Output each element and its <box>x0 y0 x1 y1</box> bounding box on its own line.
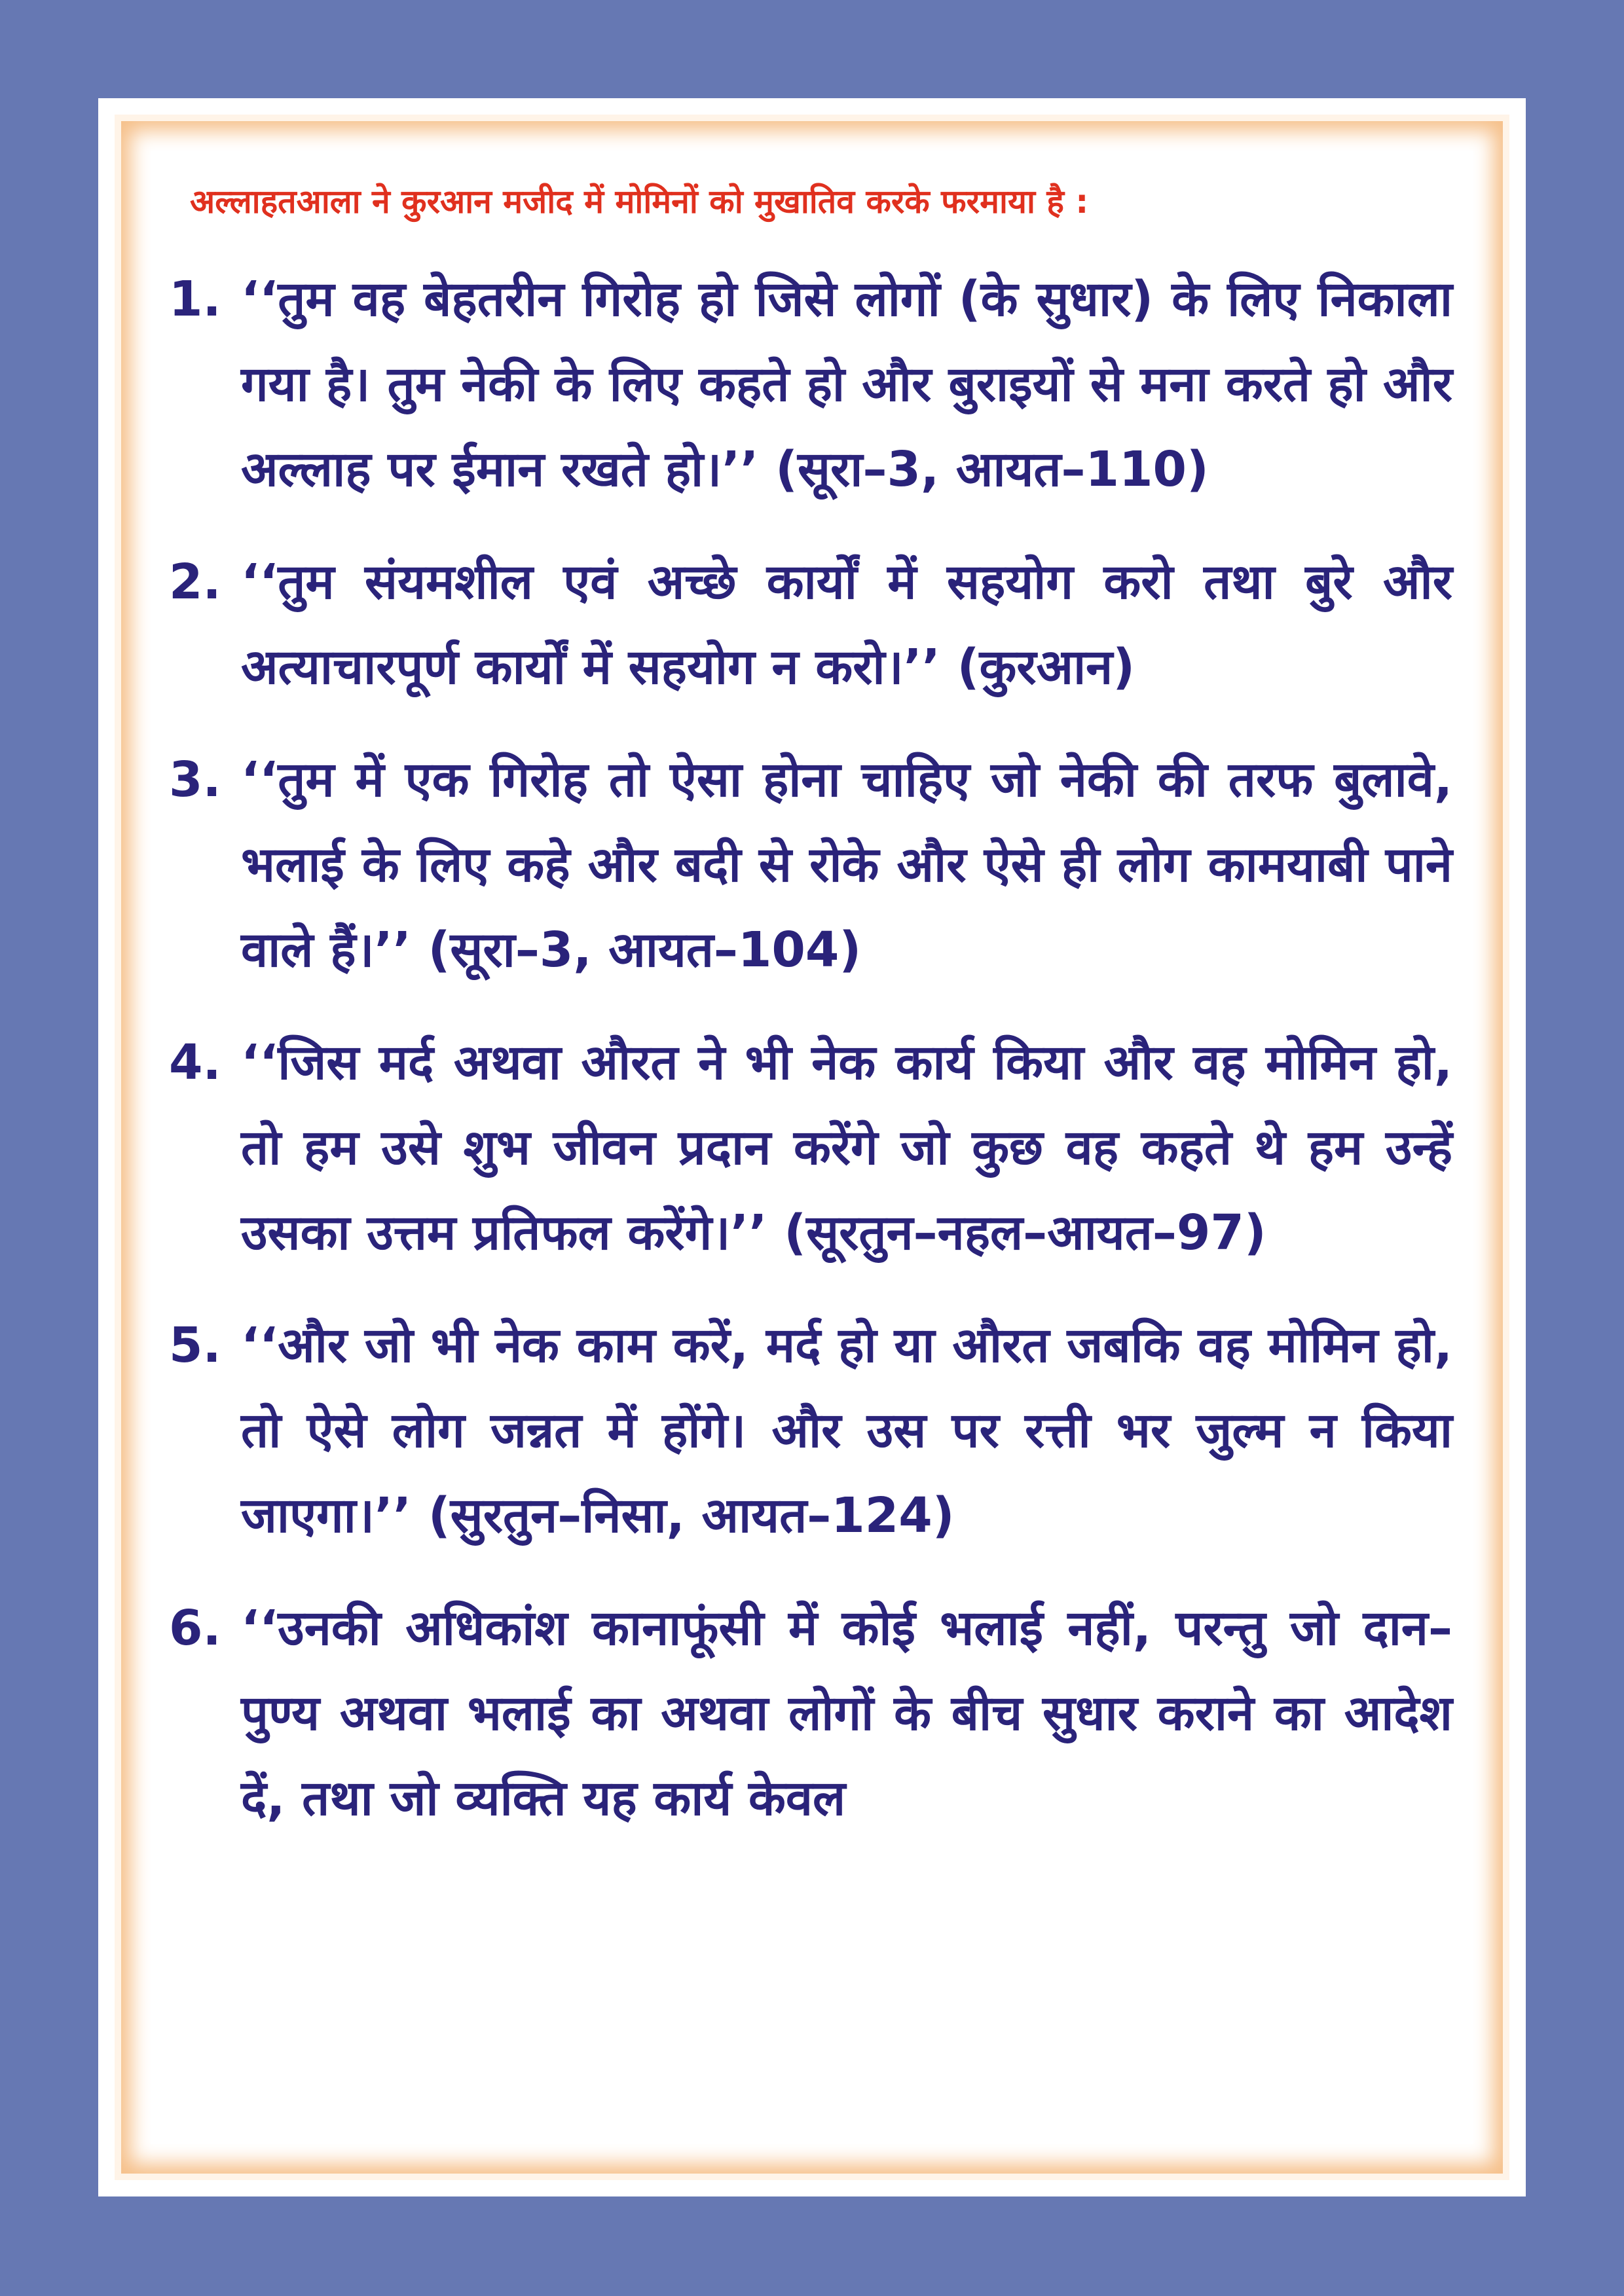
verse-text: ‘‘जिस मर्द अथवा औरत ने भी नेक कार्य किया और वह मोमिन हो, तो हम उसे शुभ जीवन प्रदान करेंगे जो कुछ वह कहते थे हम उन्हें उसका उत्तम प्रतिफल करेंगे।’’ (सूरतुन–नहल–आयत–97) <box>241 1034 1452 1261</box>
page-heading: अल्लाहतआला ने कुरआन मजीद में मोमिनों को मुखातिव करके फरमाया है : <box>190 183 1089 221</box>
verse-text: ‘‘तुम संयमशील एवं अच्छे कार्यों में सहयोग करो तथा बुरे और अत्याचारपूर्ण कार्यों में सहयोग न करो।’’ (कुरआन) <box>241 554 1452 695</box>
verse-number: 4. <box>169 1034 221 1091</box>
verse-text: ‘‘और जो भी नेक काम करें, मर्द हो या औरत जबकि वह मोमिन हो, तो ऐसे लोग जन्नत में होंगे। और उस पर रत्ती भर जुल्म न किया जाएगा।’’ (सुरतुन–निसा, आयत–124) <box>241 1317 1452 1544</box>
verse-item-4 <box>169 1020 1452 1275</box>
verse-text: ‘‘उनकी अधिकांश कानाफूंसी में कोई भलाई नहीं, परन्तु जो दान–पुण्य अथवा भलाई का अथवा लोगों के बीच सुधार कराने का आदेश दें, तथा जो व्यक्ति यह कार्य केवल <box>241 1600 1452 1827</box>
verse-number: 3. <box>169 752 221 808</box>
verse-number: 6. <box>169 1600 221 1656</box>
verse-item-5 <box>169 1303 1452 1558</box>
verse-list <box>169 257 1452 1868</box>
verse-item-6 <box>169 1586 1452 1841</box>
verse-number: 2. <box>169 554 221 610</box>
verse-text: ‘‘तुम वह बेहतरीन गिरोह हो जिसे लोगों (के सुधार) के लिए निकाला गया है। तुम नेकी के लिए कहते हो और बुराइयों से मना करते हो और अल्लाह पर ईमान रखते हो।’’ (सूरा–3, आयत–110) <box>241 271 1452 498</box>
verse-number: 5. <box>169 1317 221 1374</box>
verse-item-2 <box>169 539 1452 710</box>
verse-number: 1. <box>169 271 221 327</box>
verse-item-1 <box>169 257 1452 512</box>
verse-text: ‘‘तुम में एक गिरोह तो ऐसा होना चाहिए जो नेकी की तरफ बुलावे, भलाई के लिए कहे और बदी से रोके और ऐसे ही लोग कामयाबी पाने वाले हैं।’’ (सूरा–3, आयत–104) <box>241 752 1452 978</box>
verse-item-3 <box>169 737 1452 993</box>
